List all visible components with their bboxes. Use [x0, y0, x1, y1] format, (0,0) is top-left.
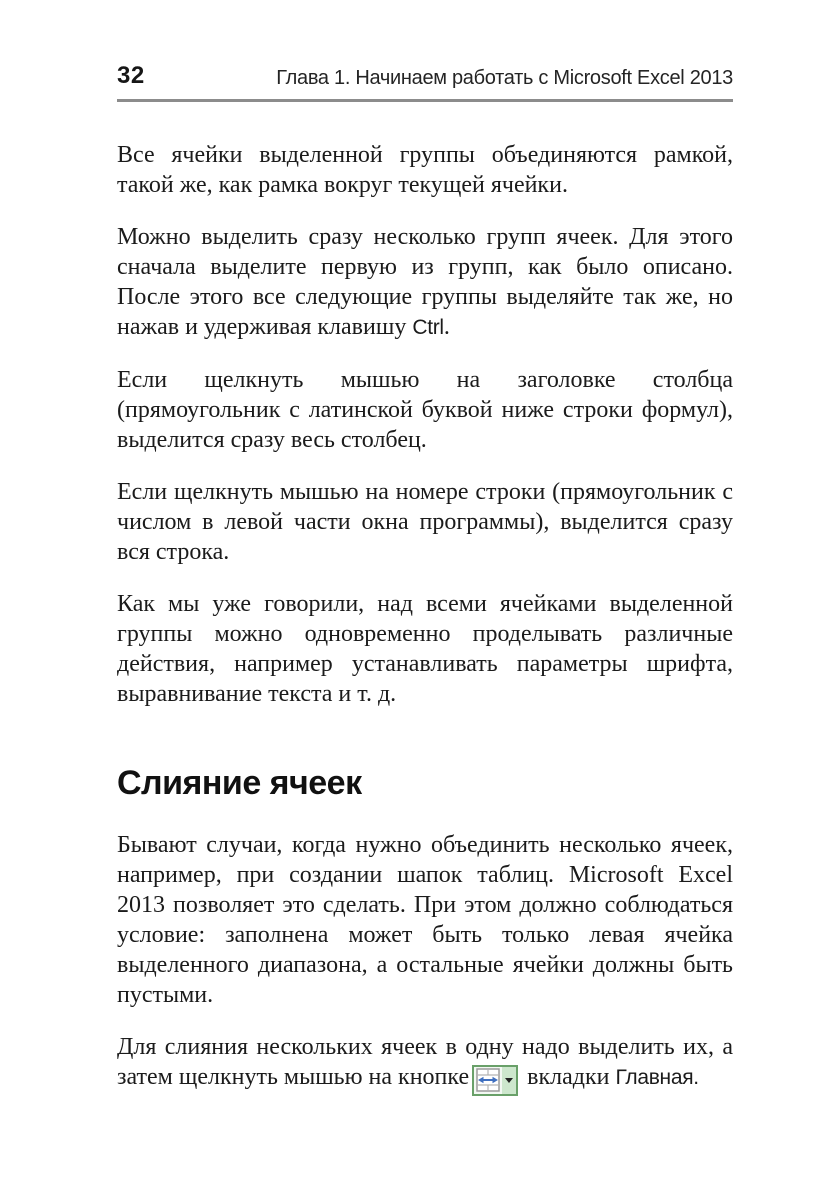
paragraph-text: вкладки: [521, 1064, 616, 1091]
page-content: [117, 140, 733, 1096]
home-tab-label: Главная.: [615, 1066, 699, 1090]
paragraph-multiple-groups: [117, 222, 733, 343]
paragraph-text: Для слияния нескольких ячеек в одну надо выделить их, а затем щелкнуть мышью на кнопке: [117, 1034, 733, 1091]
page-number: 32: [117, 62, 145, 89]
paragraph-row-select: Если щелкнуть мышью на номере строки (прямоугольник с числом в левой части окна программы), выделится сразу вся строка.: [117, 479, 733, 565]
merge-and-center-button[interactable]: [472, 1065, 518, 1096]
section-heading-merge-cells: Слияние ячеек: [117, 764, 362, 802]
paragraph-merge-intro: Бывают случаи, когда нужно объединить несколько ячеек, например, при создании шапок таблиц. Microsoft Excel 2013 позволяет это сделать. При этом должно соблюдаться условие: заполнена может быть только левая ячейка выделенного диапазона, а остальные ячейки должны быть пустыми.: [117, 832, 733, 1009]
paragraph-column-select: Если щелкнуть мышью на заголовке столбца (прямоугольник с латинской буквой ниже строки формул), выделится сразу весь столбец.: [117, 367, 733, 453]
running-header: [117, 64, 733, 102]
merge-dropdown-arrow[interactable]: [502, 1067, 516, 1094]
caret-down-icon: [505, 1078, 513, 1083]
merge-cells-icon: [474, 1067, 502, 1094]
paragraph-merge-howto: [117, 1032, 733, 1096]
chapter-title: Глава 1. Начинаем работать с Microsoft Excel 2013: [276, 67, 733, 89]
paragraph-selection-frame: Все ячейки выделенной группы объединяются рамкой, такой же, как рамка вокруг текущей ячейки.: [117, 142, 733, 198]
paragraph-text: Можно выделить сразу несколько групп ячеек. Для этого сначала выделите первую из групп, как было описано. После этого все следующие группы выделяйте так же, но нажав и удерживая клавишу: [117, 224, 733, 340]
paragraph-group-actions: Как мы уже говорили, над всеми ячейками выделенной группы можно одновременно проделывать различные действия, например устанавливать параметры шрифта, выравнивание текста и т. д.: [117, 591, 733, 707]
paragraph-text: .: [443, 314, 450, 340]
ctrl-key-label: Ctrl: [412, 316, 444, 339]
